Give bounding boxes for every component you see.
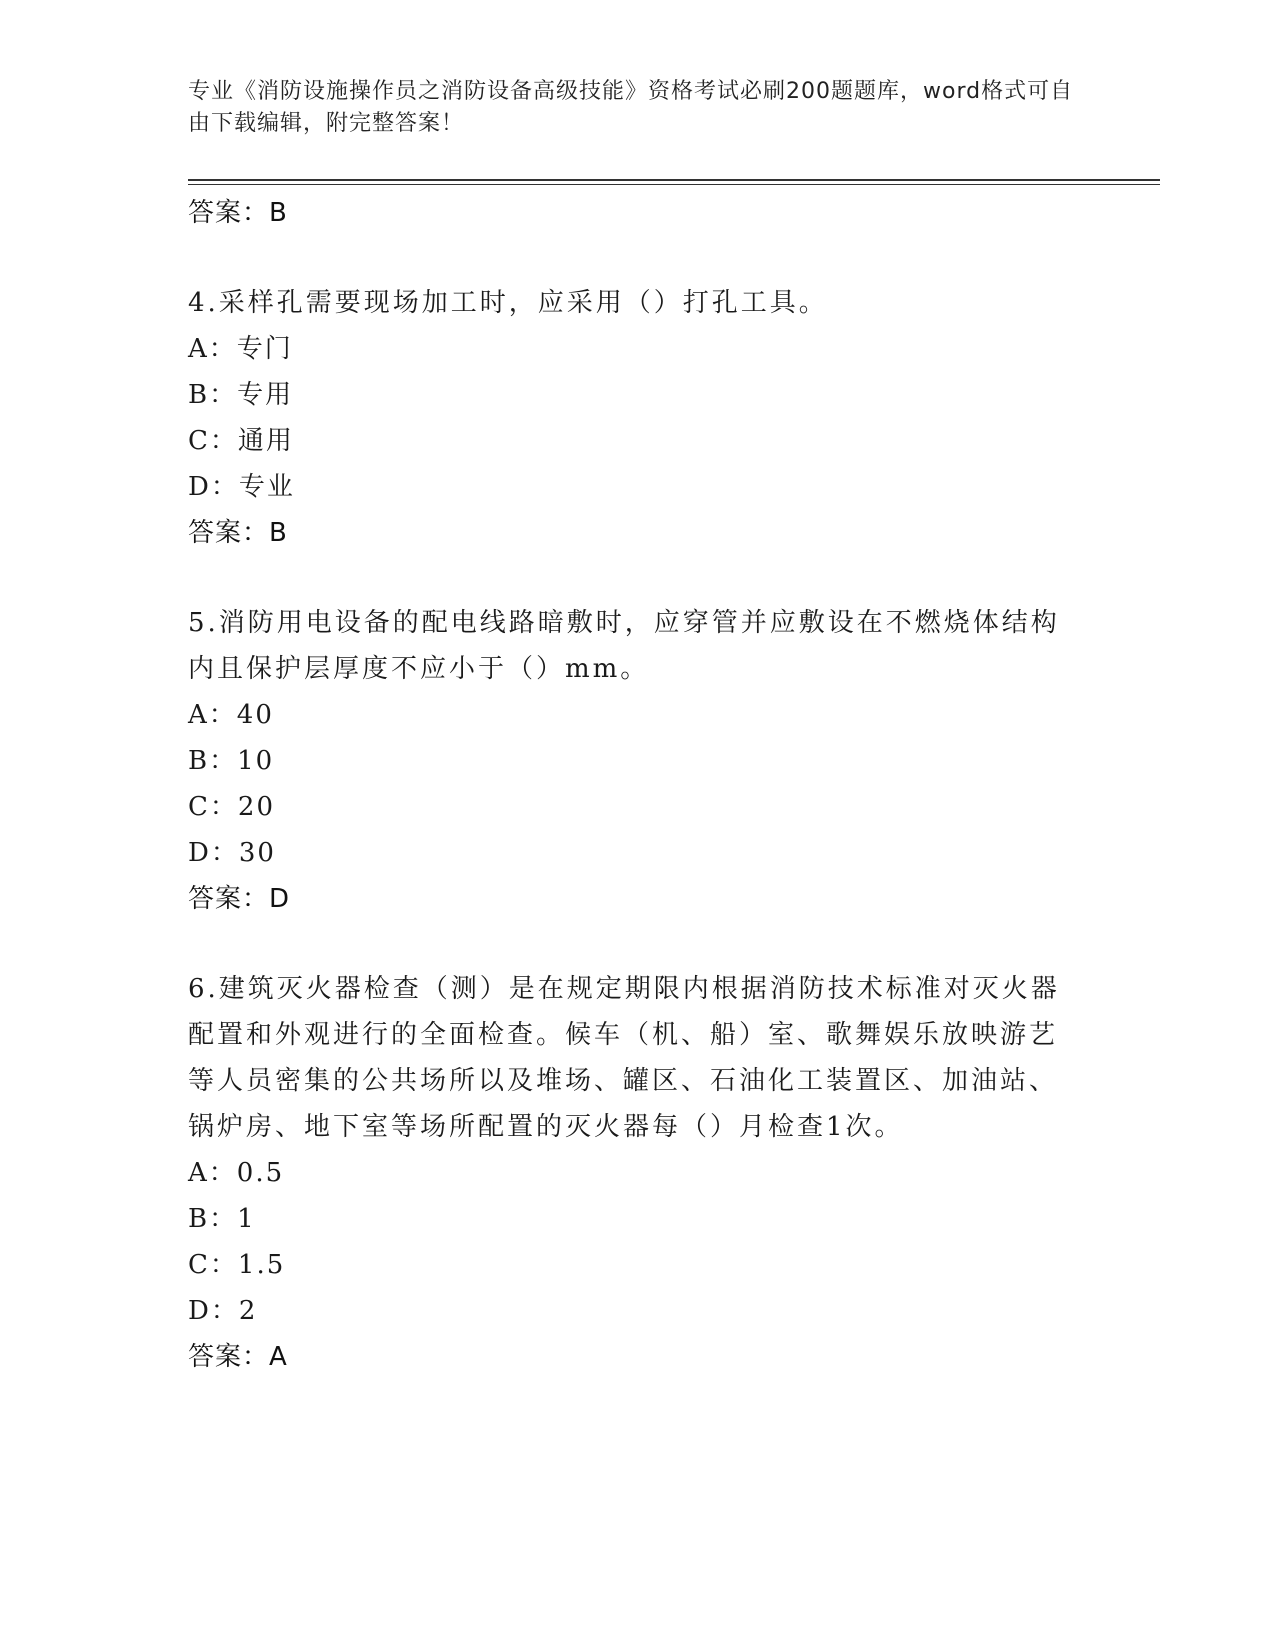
option-key: B： [188,746,238,776]
option-text: 10 [237,746,275,776]
answer-line: 答案：A [188,1342,288,1372]
option-text: 30 [238,838,276,868]
option-text: 20 [237,792,275,822]
option-text: 40 [236,700,274,730]
header-rule-thick [188,179,1160,181]
option-d [188,1288,1068,1334]
option-b [188,1196,1068,1242]
option-c [188,784,1068,830]
answer-line: 答案：D [188,884,291,914]
option-key: B： [188,1204,238,1234]
option-key: C： [188,426,238,456]
option-a [188,692,1068,738]
option-key: D： [188,472,239,502]
option-d [188,464,1068,510]
option-key: D： [188,1296,239,1326]
question-block [188,600,1068,922]
question-stem: 6.建筑灭火器检查（测）是在规定期限内根据消防技术标准对灭火器配置和外观进行的全面检查。候车（机、船）室、歌舞娱乐放映游艺等人员密集的公共场所以及堆场、罐区、石油化工装置区、加油站、锅炉房、地下室等场所配置的灭火器每（）月检查1次。 [188,974,1060,1142]
header-rule-thin [188,184,1160,185]
question-stem: 5.消防用电设备的配电线路暗敷时，应穿管并应敷设在不燃烧体结构内且保护层厚度不应小于（）mm。 [188,608,1060,684]
option-c [188,1242,1068,1288]
option-key: B： [188,380,238,410]
option-text: 专用 [237,380,294,410]
option-text: 专业 [238,472,295,502]
option-key: D： [188,838,239,868]
option-b [188,372,1068,418]
option-key: C： [188,1250,238,1280]
option-text: 1.5 [237,1250,286,1280]
option-text: 2 [238,1296,258,1326]
option-a [188,1150,1068,1196]
answer-line: 答案：B [188,518,288,548]
content-area [188,190,1068,1380]
option-a [188,326,1068,372]
option-key: A： [188,1158,237,1188]
option-text: 专门 [236,334,293,364]
document-header: 专业《消防设施操作员之消防设备高级技能》资格考试必刷200题题库，word格式可自由下载编辑，附完整答案！ [188,79,1074,136]
option-text: 0.5 [236,1158,285,1188]
option-key: C： [188,792,238,822]
question-block [188,966,1068,1380]
option-text: 1 [237,1204,256,1234]
option-c [188,418,1068,464]
option-b [188,738,1068,784]
option-text: 通用 [237,426,294,456]
question-block [188,280,1068,556]
option-key: A： [188,334,237,364]
question-stem: 4.采样孔需要现场加工时，应采用（）打孔工具。 [188,288,828,318]
option-key: A： [188,700,237,730]
answer-line: 答案：B [188,198,288,228]
option-d [188,830,1068,876]
